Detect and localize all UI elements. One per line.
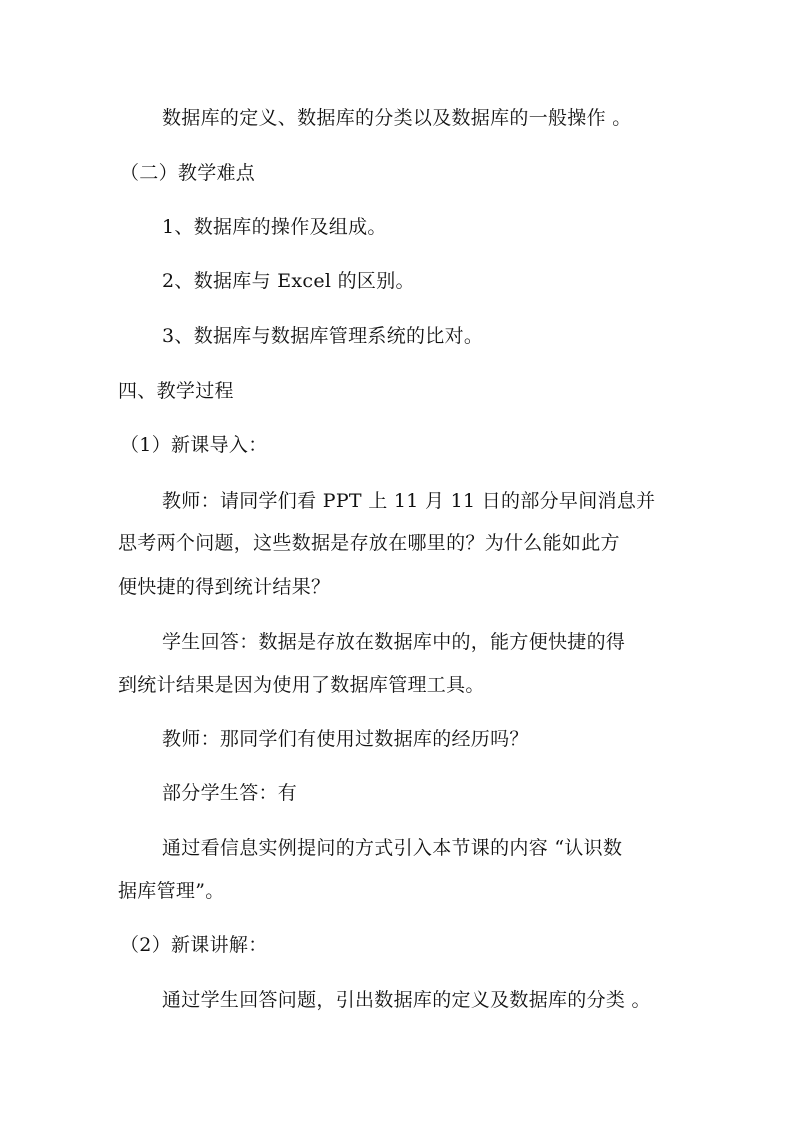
paragraph-some-students-answer: 部分学生答：有: [162, 782, 298, 804]
paragraph-teacher-question-line-3: 便快捷的得到统计结果？: [118, 576, 331, 598]
paragraph-teacher-question-line-1: 教师：请同学们看 PPT 上 11 月 11 日的部分早间消息并: [162, 490, 656, 512]
list-item-2: 2、数据库与 Excel 的区别。: [162, 270, 415, 292]
paragraph-key-points-content: 数据库的定义、数据库的分类以及数据库的一般操作 。: [162, 107, 632, 129]
paragraph-explanation-content: 通过学生回答问题，引出数据库的定义及数据库的分类 。: [162, 989, 651, 1011]
subheading-new-lesson-explanation: （2）新课讲解：: [120, 934, 268, 956]
paragraph-teacher-question-line-2: 思考两个问题，这些数据是存放在哪里的？为什么能如此方: [118, 532, 620, 554]
list-item-1: 1、数据库的操作及组成。: [162, 216, 387, 238]
paragraph-introduction-method-line-1: 通过看信息实例提问的方式引入本节课的内容 “认识数: [162, 837, 623, 859]
heading-teaching-difficulties: （二）教学难点: [120, 162, 256, 184]
paragraph-student-answer-line-2: 到统计结果是因为使用了数据库管理工具。: [118, 674, 485, 696]
subheading-new-lesson-intro: （1）新课导入：: [120, 434, 268, 456]
list-item-3: 3、数据库与数据库管理系统的比对。: [162, 325, 484, 347]
paragraph-introduction-method-line-2: 据库管理”。: [118, 880, 225, 902]
heading-teaching-process: 四、教学过程: [118, 380, 234, 402]
paragraph-student-answer-line-1: 学生回答：数据是存放在数据库中的，能方便快捷的得: [162, 631, 626, 653]
paragraph-teacher-followup: 教师：那同学们有使用过数据库的经历吗？: [162, 728, 529, 750]
